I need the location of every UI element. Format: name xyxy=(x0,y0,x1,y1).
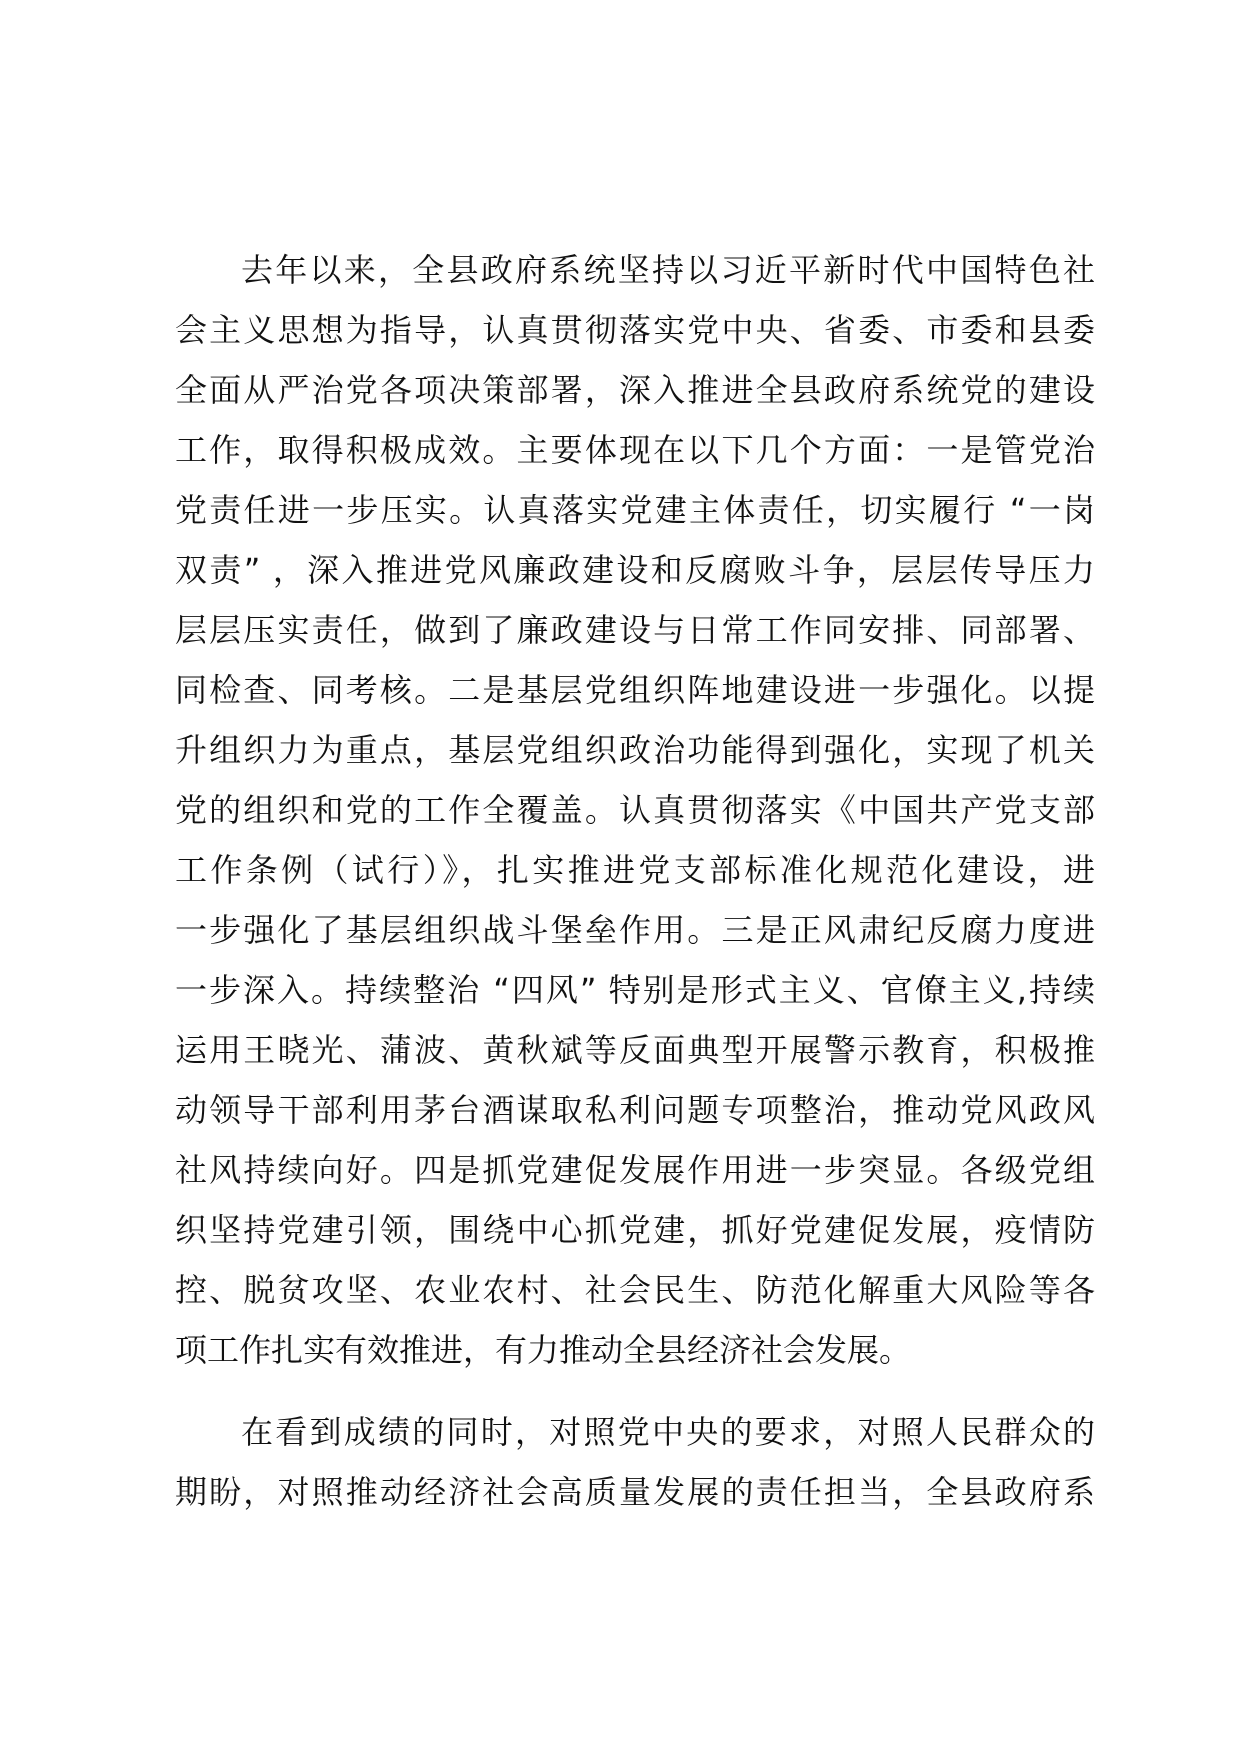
text-line: 一步深入。持续整治 “四风” 特别是形式主义、官僚主义,持续 xyxy=(175,971,1095,1009)
text-line: 升组织力为重点，基层党组织政治功能得到强化，实现了机关 xyxy=(175,731,1095,769)
text-line: 在看到成绩的同时，对照党中央的要求，对照人民群众的 xyxy=(241,1413,1095,1451)
text-line: 社风持续向好。四是抓党建促发展作用进一步突显。各级党组 xyxy=(175,1151,1095,1189)
text-line: 运用王晓光、蒲波、黄秋斌等反面典型开展警示教育，积极推 xyxy=(175,1031,1095,1069)
text-line: 动领导干部利用茅台酒谋取私利问题专项整治，推动党风政风 xyxy=(175,1091,1095,1129)
paragraph-1 xyxy=(175,240,1095,1380)
text-line: 双责” ，深入推进党风廉政建设和反腐败斗争，层层传导压力 xyxy=(175,551,1095,589)
text-line: 同检查、同考核。二是基层党组织阵地建设进一步强化。以提 xyxy=(175,671,1095,709)
text-line: 全面从严治党各项决策部署，深入推进全县政府系统党的建设 xyxy=(175,371,1095,409)
paragraph-2 xyxy=(175,1402,1095,1522)
text-line: 层层压实责任，做到了廉政建设与日常工作同安排、同部署、 xyxy=(175,611,1095,649)
document-body xyxy=(175,240,1095,1522)
text-line: 控、脱贫攻坚、农业农村、社会民生、防范化解重大风险等各 xyxy=(175,1271,1095,1309)
text-line: 去年以来，全县政府系统坚持以习近平新时代中国特色社 xyxy=(241,251,1095,289)
text-line: 工作条例（试行）》，扎实推进党支部标准化规范化建设，进 xyxy=(175,851,1095,889)
text-line: 一步强化了基层组织战斗堡垒作用。三是正风肃纪反腐力度进 xyxy=(175,911,1095,949)
text-line: 织坚持党建引领，围绕中心抓党建，抓好党建促发展，疫情防 xyxy=(175,1211,1095,1249)
text-line: 项工作扎实有效推进，有力推动全县经济社会发展。 xyxy=(175,1331,912,1369)
paragraph-spacing xyxy=(175,1380,1095,1402)
text-line: 会主义思想为指导，认真贯彻落实党中央、省委、市委和县委 xyxy=(175,311,1095,349)
text-line: 工作，取得积极成效。主要体现在以下几个方面：一是管党治 xyxy=(175,431,1095,469)
text-line: 期盼，对照推动经济社会高质量发展的责任担当，全县政府系 xyxy=(175,1473,1095,1511)
text-line: 党责任进一步压实。认真落实党建主体责任，切实履行 “一岗 xyxy=(175,491,1095,529)
text-line: 党的组织和党的工作全覆盖。认真贯彻落实《中国共产党支部 xyxy=(175,791,1095,829)
